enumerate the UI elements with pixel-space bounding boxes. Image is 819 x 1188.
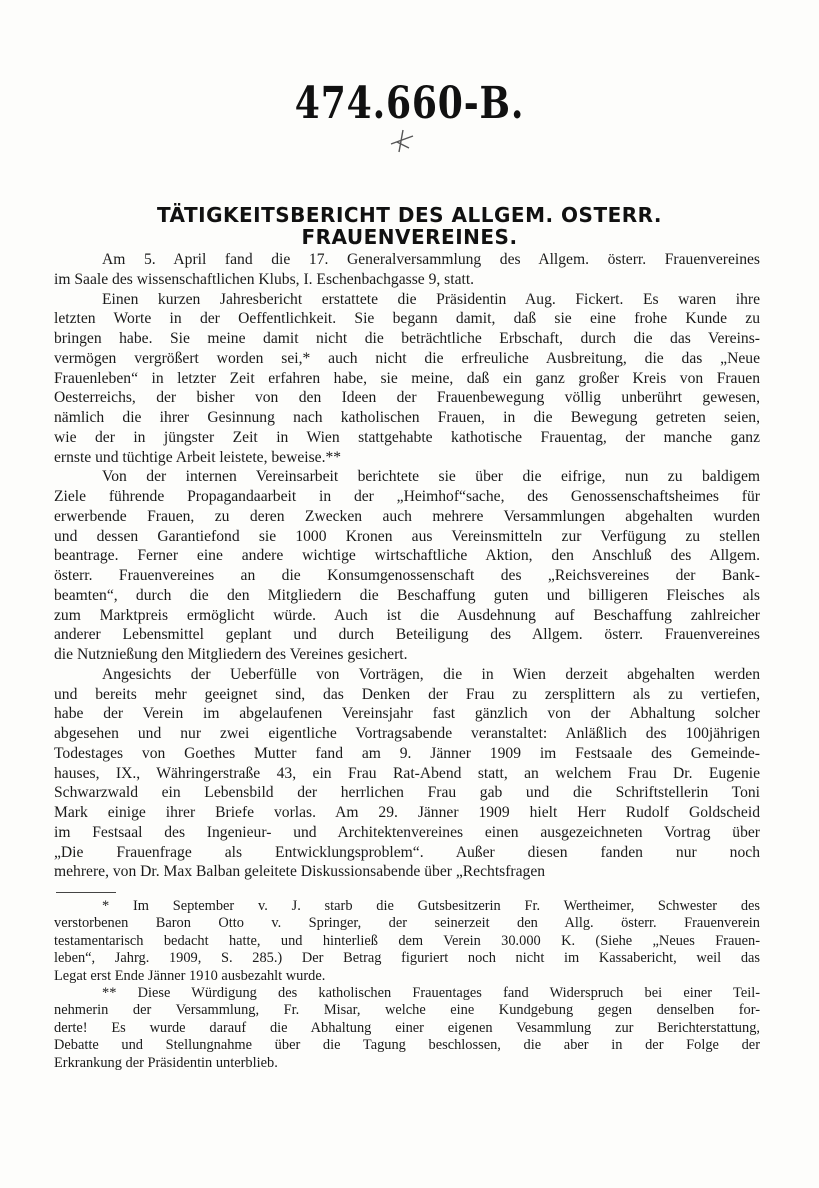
body-line: zum Marktpreis ermöglicht würde. Auch ist die Ausdehnung auf Beschaffung zahlreicher xyxy=(54,606,760,624)
body-line: anderer Lebensmittel geplant und durch Beteiligung des Allgem. österr. Frauenvereines xyxy=(54,626,760,644)
body-line: die Nutznießung den Mitgliedern des Vereines gesichert. xyxy=(54,646,408,663)
body-line: im Festsaal des Ingenieur- und Architektenvereines einen ausgezeichneten Vortrag über xyxy=(54,823,760,841)
body-line: „Die Frauenfrage als Entwicklungsproblem“. Außer diesen fanden nur noch xyxy=(54,843,760,861)
footnote-line: Erkrankung der Präsidentin unterblieb. xyxy=(54,1054,278,1071)
footnote-line: nehmerin der Versammlung, Fr. Misar, welche eine Kundgebung gegen denselben for- xyxy=(54,1002,760,1019)
body-line: österr. Frauenvereines an die Konsumgenossenschaft des „Reichsvereines der Bank- xyxy=(54,567,760,584)
body-line: abgesehen und nur zwei eigentliche Vortragsabende veranstaltet: Anläßlich des 100jährigen xyxy=(54,725,760,742)
body-line: bringen habe. Sie meine damit nicht die beträchtliche Erbschaft, durch die das Vereins- xyxy=(54,330,760,347)
body-line: Todestages von Goethes Mutter fand am 9. Jänner 1909 im Festsaale des Gemeinde- xyxy=(54,744,760,762)
footnote-line: testamentarisch bedacht hatte, und hinterließ dem Verein 30.000 K. (Siehe „Neues Frauen- xyxy=(54,932,760,949)
body-line: Am 5. April fand die 17. Generalversammlung des Allgem. österr. Frauenvereines xyxy=(102,251,760,268)
body-line: Mark einige ihrer Briefe vorlas. Am 29. Jänner 1909 hielt Herr Rudolf Goldscheid xyxy=(54,804,760,821)
footnote-line: verstorbenen Baron Otto v. Springer, der seinerzeit den Allg. österr. Frauenverein xyxy=(54,915,760,932)
body-line: letzten Worte in der Oeffentlichkeit. Sie begann damit, daß sie eine frohe Kunde zu xyxy=(54,310,760,328)
report-title-line-2: FRAUENVEREINES. xyxy=(301,225,518,249)
footnote-line: * Im September v. J. starb die Gutsbesitzerin Fr. Wertheimer, Schwester des xyxy=(102,898,760,914)
body-line: Oesterreichs, der bisher von den Ideen der Frauenbewegung völlig unberührt gewesen, xyxy=(54,389,760,407)
body-line: beantrage. Ferner eine andere wichtige wirtschaftliche Aktion, den Anschluß des Allgem. xyxy=(54,547,760,565)
body-line: Frauenleben“ in letzter Zeit erfahren habe, sie meine, daß ein ganz großer Kreis von Frauen xyxy=(54,369,760,387)
body-line: vermögen vergrößert worden sei,* auch nicht die erfreuliche Ausbreitung, die das „Neue xyxy=(54,349,760,367)
shelfmark: 474.660-B. xyxy=(294,78,525,129)
body-line: wie der in jüngster Zeit in Wien stattgehabte kathotische Frauentag, der manche ganz xyxy=(54,428,760,446)
body-line: beamten“, durch die den Mitgliedern die Beschaffung guten und billigeren Fleisches als xyxy=(54,586,760,604)
handwritten-mark-icon xyxy=(383,126,423,154)
footnote-line: ** Diese Würdigung des katholischen Frauentages fand Widerspruch bei einer Teil- xyxy=(102,985,760,1001)
body-line: mehrere, von Dr. Max Balban geleitete Diskussionsabende über „Rechtsfragen xyxy=(54,863,546,881)
body-line: im Saale des wissenschaftlichen Klubs, I. Eschenbachgasse 9, statt. xyxy=(54,270,475,288)
body-line: ernste und tüchtige Arbeit leistete, beweise.** xyxy=(54,448,342,466)
body-line: und dessen Garantiefond sie 1000 Kronen aus Vereinsmitteln zur Verfügung zu stellen xyxy=(54,527,760,545)
body-line: nämlich die ihrer Gesinnung nach katholischen Frauen, in die Bewegung getreten seien, xyxy=(54,409,760,426)
body-line: und bereits mehr geeignet sind, das Denken der Frau zu zersplittern als zu vertiefen, xyxy=(54,685,760,703)
footnote-line: leben“, Jahrg. 1909, S. 285.) Der Betrag figuriert noch nicht im Kassabericht, weil das xyxy=(54,950,760,967)
body-line: Ziele führende Propagandaarbeit in der „Heimhof“sache, des Genossenschaftsheimes für xyxy=(54,488,760,505)
body-line: Angesichts der Ueberfülle von Vorträgen, die in Wien derzeit abgehalten werden xyxy=(102,665,760,683)
footnote-line: derte! Es wurde darauf die Abhaltung einer eigenen Vesammlung zur Berichterstattung, xyxy=(54,1019,760,1036)
body-line: hauses, IX., Währingerstraße 43, ein Frau Rat-Abend statt, an welchem Frau Dr. Eugenie xyxy=(54,764,760,782)
body-line: habe der Verein im abgelaufenen Vereinsjahr fast gänzlich von der Abhaltung solcher xyxy=(54,705,760,723)
body-line: Von der internen Vereinsarbeit berichtete sie über die eifrige, nun zu baldigem xyxy=(102,468,760,486)
footnote-line: Debatte und Stellungnahme über die Tagung beschlossen, die aber in der Folge der xyxy=(54,1037,760,1054)
body-line: erwerbende Frauen, zu deren Zwecken auch mehrere Versammlungen abgehalten wurden xyxy=(54,507,760,525)
report-title-line-1: TÄTIGKEITSBERICHT DES ALLGEM. OSTERR. xyxy=(156,203,663,227)
footnote-line: Legat erst Ende Jänner 1910 ausbezahlt wurde. xyxy=(54,967,326,984)
footnote-rule xyxy=(56,892,116,893)
body-line: Schwarzwald ein Lebensbild der herrlichen Frau gab und die Schriftstellerin Toni xyxy=(54,784,760,802)
body-line: Einen kurzen Jahresbericht erstattete die Präsidentin Aug. Fickert. Es waren ihre xyxy=(102,290,760,308)
